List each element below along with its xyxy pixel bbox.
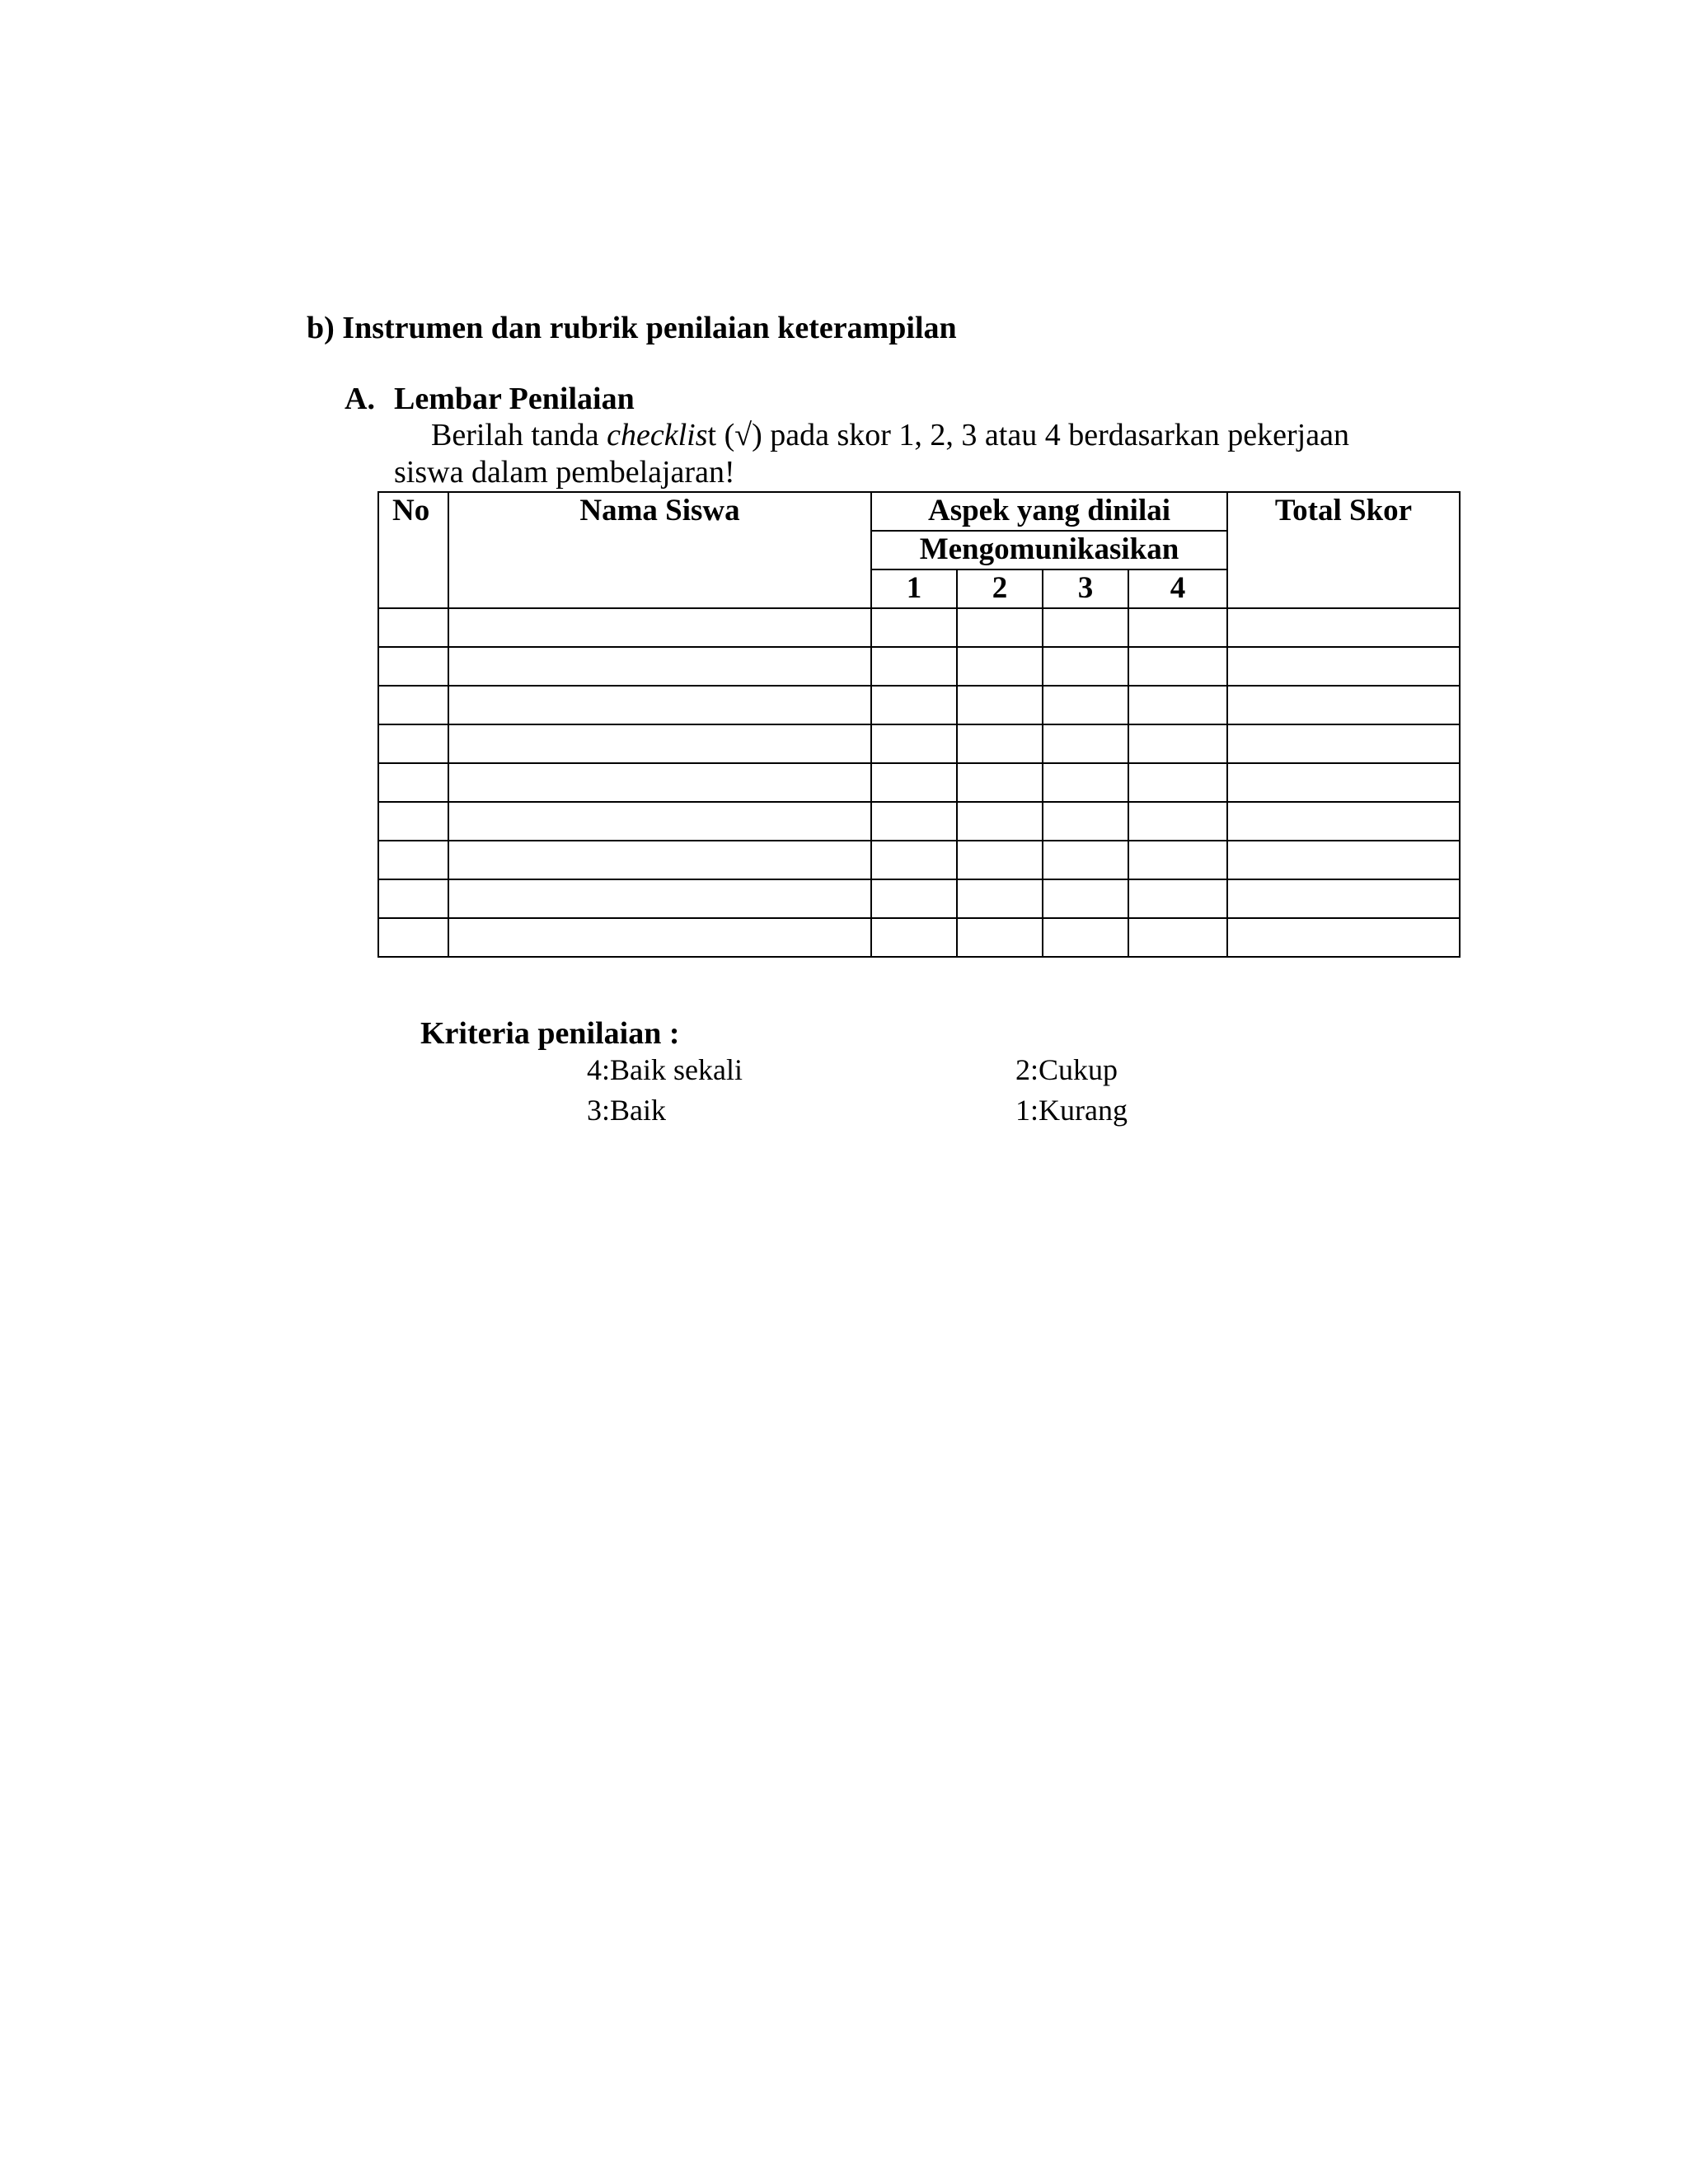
cell-score-4 xyxy=(1128,686,1227,724)
cell-name xyxy=(448,918,871,957)
cell-score-4 xyxy=(1128,647,1227,686)
criteria-item: 4:Baik sekali xyxy=(587,1053,743,1086)
cell-score-2 xyxy=(957,802,1043,841)
cell-total xyxy=(1227,724,1460,763)
header-score-3: 3 xyxy=(1043,569,1128,608)
cell-score-4 xyxy=(1128,841,1227,879)
instruction-italic: checklis xyxy=(607,418,708,452)
cell-total xyxy=(1227,841,1460,879)
header-score-2: 2 xyxy=(957,569,1043,608)
cell-score-3 xyxy=(1043,608,1128,647)
instruction-line-2: siswa dalam pembelajaran! xyxy=(394,455,735,490)
cell-score-3 xyxy=(1043,918,1128,957)
cell-score-3 xyxy=(1043,879,1128,918)
cell-name xyxy=(448,802,871,841)
cell-score-1 xyxy=(871,724,957,763)
cell-no xyxy=(378,879,448,918)
cell-total xyxy=(1227,608,1460,647)
header-no: No xyxy=(378,492,448,608)
cell-name xyxy=(448,608,871,647)
cell-name xyxy=(448,686,871,724)
cell-score-3 xyxy=(1043,647,1128,686)
cell-total xyxy=(1227,647,1460,686)
cell-score-4 xyxy=(1128,763,1227,802)
cell-score-4 xyxy=(1128,802,1227,841)
subsection-heading xyxy=(345,381,635,417)
table-row xyxy=(378,686,1460,724)
table-row xyxy=(378,763,1460,802)
header-total-score: Total Skor xyxy=(1227,492,1460,608)
cell-score-1 xyxy=(871,647,957,686)
table-row xyxy=(378,647,1460,686)
cell-score-4 xyxy=(1128,879,1227,918)
table-row xyxy=(378,724,1460,763)
cell-no xyxy=(378,918,448,957)
cell-no xyxy=(378,841,448,879)
table-row xyxy=(378,608,1460,647)
cell-name xyxy=(448,841,871,879)
cell-no xyxy=(378,724,448,763)
cell-score-3 xyxy=(1043,763,1128,802)
header-aspect-sub: Mengomunikasikan xyxy=(871,531,1227,569)
cell-score-2 xyxy=(957,918,1043,957)
cell-total xyxy=(1227,686,1460,724)
cell-name xyxy=(448,763,871,802)
cell-score-1 xyxy=(871,686,957,724)
cell-total xyxy=(1227,763,1460,802)
cell-score-2 xyxy=(957,763,1043,802)
cell-score-3 xyxy=(1043,841,1128,879)
table-row xyxy=(378,879,1460,918)
cell-no xyxy=(378,686,448,724)
cell-total xyxy=(1227,918,1460,957)
cell-score-4 xyxy=(1128,724,1227,763)
cell-score-2 xyxy=(957,647,1043,686)
header-aspect: Aspek yang dinilai xyxy=(871,492,1227,531)
criteria-item: 3:Baik xyxy=(587,1094,666,1127)
subsection-title: Lembar Penilaian xyxy=(394,382,635,416)
cell-no xyxy=(378,647,448,686)
cell-score-3 xyxy=(1043,686,1128,724)
instruction-part-1: Berilah tanda xyxy=(431,418,607,452)
cell-score-1 xyxy=(871,918,957,957)
cell-name xyxy=(448,724,871,763)
header-score-4: 4 xyxy=(1128,569,1227,608)
criteria-title: Kriteria penilaian : xyxy=(420,1016,680,1051)
cell-total xyxy=(1227,802,1460,841)
cell-score-1 xyxy=(871,608,957,647)
cell-score-2 xyxy=(957,686,1043,724)
cell-score-1 xyxy=(871,763,957,802)
cell-score-1 xyxy=(871,802,957,841)
cell-score-4 xyxy=(1128,918,1227,957)
section-heading: b) Instrumen dan rubrik penilaian keterampilan xyxy=(307,311,957,345)
table-row xyxy=(378,918,1460,957)
table-row xyxy=(378,802,1460,841)
cell-no xyxy=(378,763,448,802)
cell-score-2 xyxy=(957,724,1043,763)
cell-score-2 xyxy=(957,841,1043,879)
cell-score-3 xyxy=(1043,724,1128,763)
cell-score-4 xyxy=(1128,608,1227,647)
cell-score-1 xyxy=(871,841,957,879)
cell-score-3 xyxy=(1043,802,1128,841)
cell-no xyxy=(378,802,448,841)
criteria-item: 2:Cukup xyxy=(1015,1053,1118,1086)
subsection-letter: A. xyxy=(345,382,375,416)
cell-name xyxy=(448,879,871,918)
table-row xyxy=(378,841,1460,879)
cell-total xyxy=(1227,879,1460,918)
cell-no xyxy=(378,608,448,647)
cell-name xyxy=(448,647,871,686)
instruction-line-1 xyxy=(431,417,1349,453)
criteria-item: 1:Kurang xyxy=(1015,1094,1128,1127)
cell-score-2 xyxy=(957,608,1043,647)
header-score-1: 1 xyxy=(871,569,957,608)
cell-score-2 xyxy=(957,879,1043,918)
assessment-table xyxy=(377,491,1461,958)
cell-score-1 xyxy=(871,879,957,918)
instruction-part-2: t (√) pada skor 1, 2, 3 atau 4 berdasarkan pekerjaan xyxy=(707,418,1349,452)
header-student-name: Nama Siswa xyxy=(448,492,871,608)
